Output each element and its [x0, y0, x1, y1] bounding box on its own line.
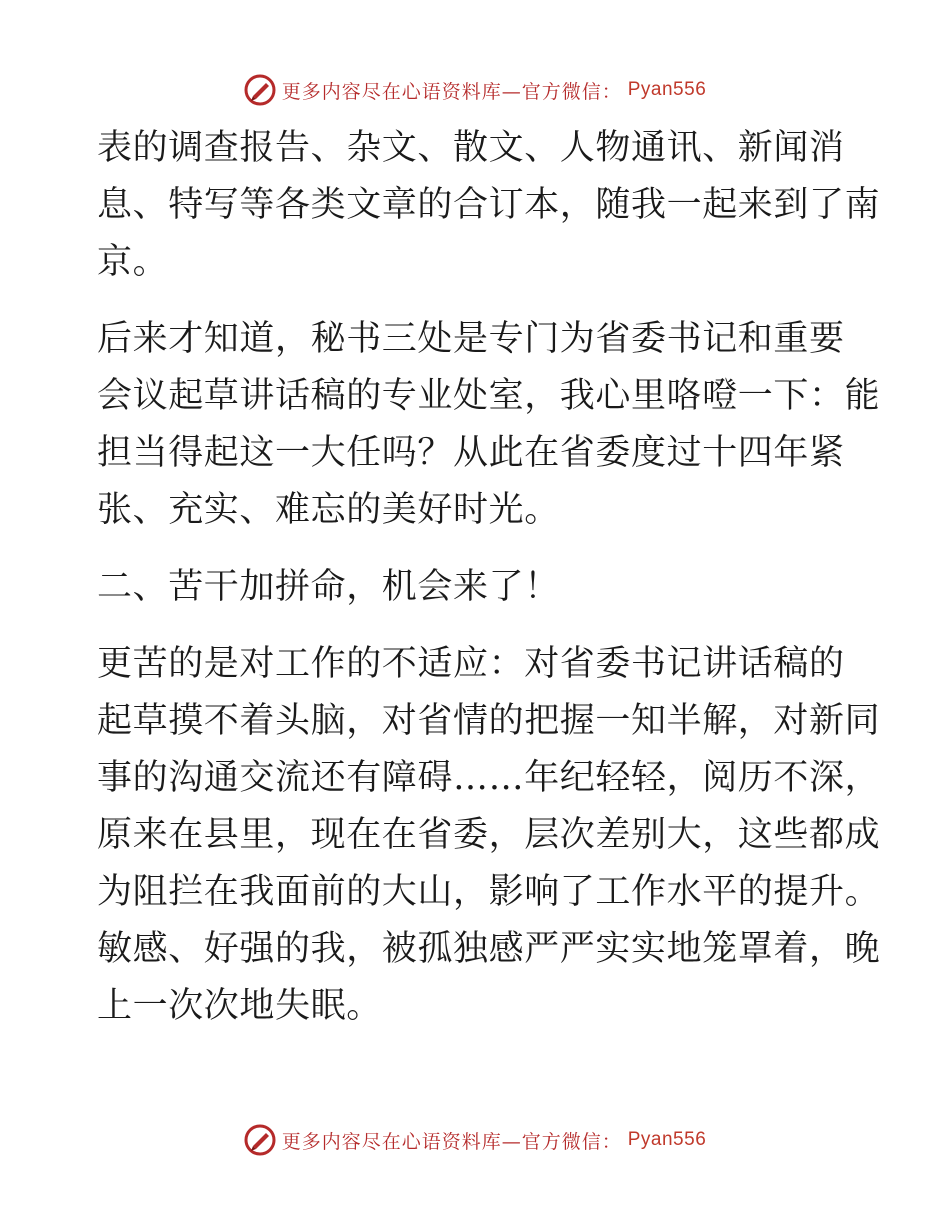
- paragraph: [97, 636, 881, 1035]
- text-line: 上一次次地失眠。: [97, 986, 382, 1026]
- watermark-site-text: 更多内容尽在心语资料库—官方微信：: [281, 1130, 622, 1153]
- footer-watermark: [0, 1120, 950, 1160]
- watermark-account: Pyan556: [627, 1129, 707, 1150]
- paragraph: [97, 120, 881, 291]
- paragraph: [97, 311, 881, 539]
- text-line: 会议起草讲话稿的专业处室，我心里咯噔一下：能: [97, 376, 881, 416]
- section-heading: [97, 559, 857, 616]
- text-line: 敏感、好强的我，被孤独感严严实实地笼罩着，晚: [97, 929, 881, 969]
- quill-pen-logo-icon: [244, 1124, 276, 1156]
- watermark-site-text: 更多内容尽在心语资料库—官方微信：: [281, 80, 622, 103]
- text-line: 担当得起这一大任吗？从此在省委度过十四年紧: [97, 433, 845, 473]
- text-line: 原来在县里，现在在省委，层次差别大，这些都成: [97, 815, 881, 855]
- text-line: 京。: [97, 242, 169, 282]
- text-line: 事的沟通交流还有障碍……年纪轻轻，阅历不深，: [97, 758, 881, 798]
- watermark-account: Pyan556: [627, 79, 707, 100]
- text-line: 更苦的是对工作的不适应：对省委书记讲话稿的: [97, 644, 845, 684]
- text-line: 为阻拦在我面前的大山，影响了工作水平的提升。: [97, 872, 881, 912]
- document-body: [97, 120, 881, 1055]
- text-line: 表的调查报告、杂文、散文、人物通讯、新闻消: [97, 128, 845, 168]
- quill-pen-logo-icon: [244, 74, 276, 106]
- text-line: 后来才知道，秘书三处是专门为省委书记和重要: [97, 319, 845, 359]
- text-line: 张、充实、难忘的美好时光。: [97, 490, 560, 530]
- header-watermark: [0, 70, 950, 110]
- text-line: 起草摸不着头脑，对省情的把握一知半解，对新同: [97, 701, 881, 741]
- text-line: 息、特写等各类文章的合订本，随我一起来到了南: [97, 185, 881, 225]
- text-line: 二、苦干加拼命，机会来了！: [97, 567, 560, 607]
